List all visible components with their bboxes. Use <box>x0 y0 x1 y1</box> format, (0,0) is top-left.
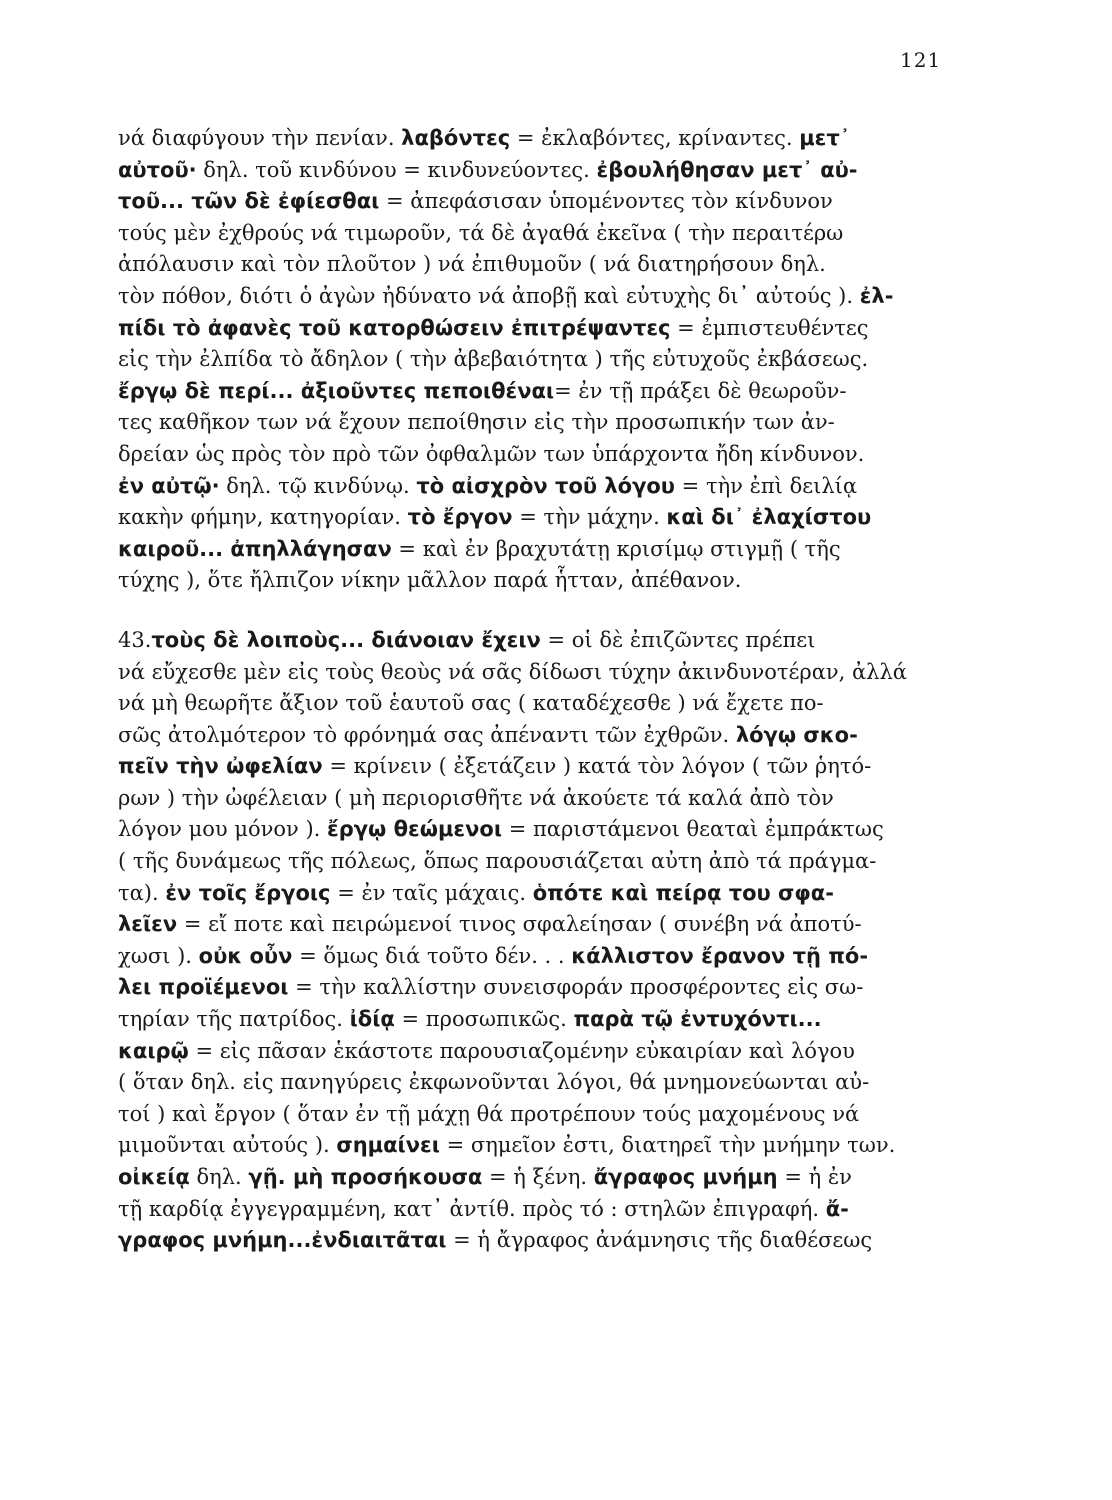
lemma-bold: ἐν αὐτῷ· <box>118 473 220 498</box>
text-line <box>118 783 958 815</box>
lemma-bold: σημαίνει <box>336 1133 440 1158</box>
gloss-text: τούς μὲν ἐχθρούς νά τιμωροῦν, τά δὲ ἀγαθά ἐκεῖνα ( τὴν περαιτέρω <box>118 220 844 245</box>
text-line <box>118 846 958 878</box>
gloss-text: = εἴ ποτε καὶ πειρώμενοί τινος σφαλείησαν ( συνέβη νά ἀποτύ- <box>177 912 862 937</box>
page-number: 121 <box>900 48 942 72</box>
text-line <box>118 186 958 218</box>
gloss-text: τύχης ), ὅτε ἤλπιζον νίκην μᾶλλον παρά ἧτταν, ἀπέθανον. <box>118 568 742 593</box>
lemma-bold: ἔργῳ δὲ περί... ἀξιοῦντες πεποιθέναι <box>118 378 555 403</box>
text-line <box>118 909 958 941</box>
text-line <box>118 407 958 439</box>
text-line <box>118 814 958 846</box>
gloss-text: = ἐμπιστευθέντες <box>670 315 869 340</box>
gloss-text: νά μὴ θεωρῆτε ἄξιον τοῦ ἑαυτοῦ σας ( καταδέχεσθε ) νά ἔχετε πο- <box>118 691 824 716</box>
gloss-text: δηλ. τῷ κινδύνῳ. <box>219 473 417 498</box>
gloss-text: χωσι ). <box>118 943 199 968</box>
lemma-bold: πίδι τὸ ἀφανὲς τοῦ κατορθώσειν ἐπιτρέψαντες <box>118 315 671 340</box>
lemma-bold: ἐβουλήθησαν μετ᾽ αὐ- <box>596 157 858 182</box>
gloss-text: ἀπόλαυσιν καὶ τὸν πλοῦτον ) νά ἐπιθυμοῦν ( νά διατηρήσουν δηλ. <box>118 252 826 277</box>
gloss-text: = κρίνειν ( ἐξετάζειν ) κατά τὸν λόγον ( τῶν ῥητό- <box>322 754 872 779</box>
lemma-bold: καὶ δι᾽ ἐλαχίστου <box>666 505 872 530</box>
gloss-text: = ἡ ἐν <box>777 1165 852 1189</box>
lemma-bold: λεῖεν <box>118 912 178 937</box>
gloss-text: = οἱ δὲ ἐπιζῶντες πρέπει <box>540 627 816 652</box>
text-line <box>118 1004 958 1036</box>
text-line <box>118 155 958 187</box>
lemma-bold: παρὰ τῷ ἐντυχόντι... <box>573 1007 822 1032</box>
gloss-text: ( τῆς δυνάμεως τῆς πόλεως, ὅπως παρουσιάζεται αὐτη ἀπὸ τά πράγμα- <box>118 849 877 874</box>
text-line <box>118 688 958 720</box>
text-line <box>118 1194 958 1226</box>
text-line <box>118 534 958 566</box>
gloss-text: σῶς ἀτολμότερον τὸ φρόνημά σας ἀπέναντι τῶν ἐχθρῶν. <box>118 722 736 747</box>
gloss-text: εἰς τὴν ἐλπίδα τὸ ἄδηλον ( τὴν ἀβεβαιότητα ) τῆς εὐτυχοῦς ἐκβάσεως. <box>118 347 869 372</box>
lemma-bold: λαβόντες <box>401 126 511 150</box>
text-line <box>118 313 958 345</box>
gloss-text: = ἐν τῇ πράξει δὲ θεωροῦν- <box>554 378 847 403</box>
text-line <box>118 941 958 973</box>
gloss-text: μιμοῦνται αὐτούς ). <box>118 1133 337 1158</box>
text-line <box>118 218 958 250</box>
gloss-text: τὸν πόθον, διότι ὁ ἀγὼν ἠδύνατο νά ἀποβῇ καὶ εὐτυχὴς δι᾽ αὐτούς ). <box>118 283 860 308</box>
gloss-text: νά εὔχεσθε μὲν εἰς τοὺς θεοὺς νά σᾶς δίδωσι τύχην ἀκινδυνοτέραν, ἀλλά <box>118 659 907 684</box>
text-line <box>118 1130 958 1162</box>
gloss-text: = καὶ ἐν βραχυτάτῃ κρισίμῳ στιγμῇ ( τῆς <box>391 536 841 561</box>
text-line <box>118 123 958 155</box>
lemma-bold: τὸ ἔργον <box>407 505 513 530</box>
gloss-text: τα). <box>118 880 166 905</box>
lemma-bold: ἐν τοῖς ἔργοις <box>165 880 331 905</box>
gloss-text: νά διαφύγουν τὴν πενίαν. <box>118 126 402 150</box>
lemma-bold: λόγῳ σκο- <box>735 722 858 747</box>
text-line <box>118 1036 958 1068</box>
gloss-text: δρείαν ὡς πρὸς τὸν πρὸ τῶν ὀφθαλμῶν των ὑπάρχοντα ἤδη κίνδυνον. <box>118 441 865 466</box>
gloss-text: = τὴν καλλίστην συνεισφοράν προσφέροντες εἰς σω- <box>288 975 864 1000</box>
lemma-bold: οὐκ οὖν <box>198 943 293 968</box>
gloss-text: τῇ καρδίᾳ ἐγγεγραμμένη, κατ᾽ ἀντίθ. πρὸς τό : στηλῶν ἐπιγραφή. <box>118 1196 826 1221</box>
lemma-bold: ἄ- <box>825 1196 849 1221</box>
gloss-text: = σημεῖον ἐστι, διατηρεῖ τὴν μνήμην των. <box>439 1133 896 1158</box>
gloss-text: = ὅμως διά τοῦτο δέν. . . <box>292 943 572 968</box>
text-body <box>118 123 958 1257</box>
text-line <box>118 1225 958 1257</box>
text-line <box>118 344 958 376</box>
text-line <box>118 657 958 689</box>
lemma-bold: ἐλ- <box>859 283 894 308</box>
lemma-bold: ὁπότε καὶ πείρᾳ του σφα- <box>532 880 834 905</box>
lemma-bold: οἰκείᾳ <box>118 1165 190 1189</box>
gloss-text: τες καθῆκον των νά ἔχουν πεποίθησιν εἰς τὴν προσωπικήν των ἀν- <box>118 410 835 435</box>
text-line <box>118 972 958 1004</box>
gloss-text: 43. <box>118 627 152 652</box>
gloss-text: = ἐν ταῖς μάχαις. <box>330 880 533 905</box>
gloss-text: = τὴν μάχην. <box>512 505 667 530</box>
gloss-text: = ἐκλαβόντες, κρίναντες. <box>510 126 800 150</box>
lemma-bold: τοὺς δὲ λοιποὺς... διάνοιαν ἔχειν <box>151 627 541 652</box>
gloss-text: = ἀπεφάσισαν ὑπομένοντες τὸν κίνδυνον <box>379 189 833 214</box>
text-line <box>118 249 958 281</box>
text-line <box>118 1099 958 1131</box>
lemma-bold: κάλλιστον ἔρανον τῇ πό- <box>571 943 869 968</box>
text-line <box>118 1162 958 1194</box>
text-line <box>118 502 958 534</box>
text-line <box>118 720 958 752</box>
lemma-bold: γραφος μνήμη...ἐνδιαιτᾶται <box>118 1228 447 1253</box>
lemma-bold: τὸ αἰσχρὸν τοῦ λόγου <box>416 473 675 498</box>
lemma-bold: μετ᾽ <box>799 126 851 150</box>
lemma-bold: ἔργῳ θεώμενοι <box>327 817 503 842</box>
text-line <box>118 625 958 657</box>
paragraph-gap <box>118 597 958 625</box>
text-line <box>118 281 958 313</box>
lemma-bold: πεῖν τὴν ὠφελίαν <box>118 754 323 779</box>
gloss-text: ( ὅταν δηλ. εἰς πανηγύρεις ἐκφωνοῦνται λόγοι, θά μνημονεύωνται αὐ- <box>118 1070 870 1095</box>
lemma-bold: λει προϊέμενοι <box>118 975 289 1000</box>
text-line <box>118 471 958 503</box>
text-line <box>118 1067 958 1099</box>
lemma-bold: γῇ. μὴ προσήκουσα <box>248 1165 483 1189</box>
gloss-text: κακὴν φήμην, κατηγορίαν. <box>118 505 408 530</box>
text-line <box>118 439 958 471</box>
gloss-text: = τὴν ἐπὶ δειλίᾳ <box>675 473 858 498</box>
gloss-text: δηλ. <box>189 1165 249 1189</box>
lemma-bold: ἄγραφος μνήμη <box>593 1165 778 1189</box>
gloss-text: λόγον μου μόνον ). <box>118 817 328 842</box>
gloss-text: = παριστάμενοι θεαταὶ ἐμπράκτως <box>502 817 884 842</box>
lemma-bold: τοῦ... τῶν δὲ ἐφίεσθαι <box>118 189 380 214</box>
lemma-bold: ἰδίᾳ <box>349 1007 395 1032</box>
gloss-text: ρων ) τὴν ὠφέλειαν ( μὴ περιορισθῆτε νά ἀκούετε τά καλά ἀπὸ τὸν <box>118 785 834 810</box>
gloss-text: = εἰς πᾶσαν ἑκάστοτε παρουσιαζομένην εὐκαιρίαν καὶ λόγου <box>188 1038 855 1063</box>
gloss-text: τηρίαν τῆς πατρίδος. <box>118 1007 350 1032</box>
gloss-text: = προσωπικῶς. <box>394 1007 574 1032</box>
text-line <box>118 878 958 910</box>
gloss-text: = ἡ ἄγραφος ἀνάμνησις τῆς διαθέσεως <box>446 1228 873 1253</box>
lemma-bold: αὐτοῦ· <box>118 157 197 182</box>
gloss-text: τοί ) καὶ ἔργον ( ὅταν ἐν τῇ μάχῃ θά προτρέπουν τούς μαχομένους νά <box>118 1101 860 1126</box>
lemma-bold: καιροῦ... ἀπηλλάγησαν <box>118 536 392 561</box>
text-line <box>118 376 958 408</box>
text-line <box>118 751 958 783</box>
lemma-bold: καιρῷ <box>118 1038 189 1063</box>
gloss-text: δηλ. τοῦ κινδύνου = κινδυνεύοντες. <box>196 157 597 182</box>
text-line <box>118 565 958 597</box>
gloss-text: = ἡ ξένη. <box>482 1165 594 1189</box>
